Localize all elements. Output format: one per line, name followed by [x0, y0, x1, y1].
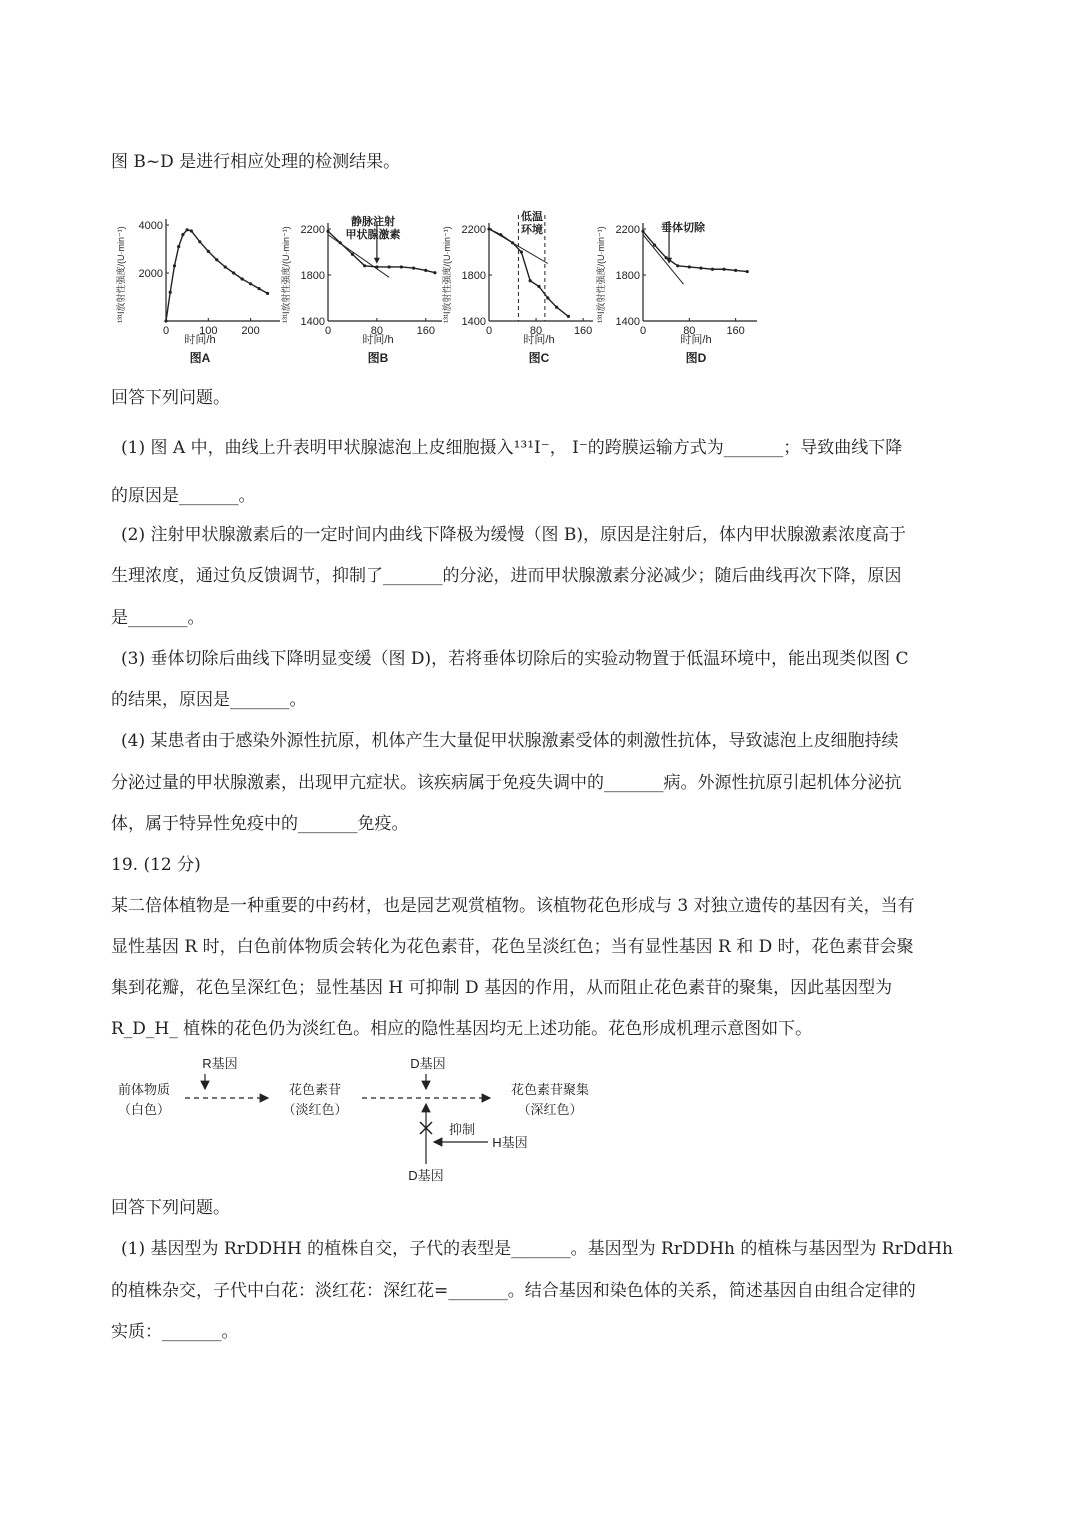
data-point — [424, 269, 427, 272]
q18-part2-line1: (2) 注射甲状腺激素后的一定时间内曲线下降极为缓慢（图 B)，原因是注射后，体内甲状腺激素浓度高于 — [121, 525, 907, 545]
chart-c-ylabel: ¹³¹I放射性强度/(U·min⁻¹) — [442, 226, 452, 323]
answer-prompt-2: 回答下列问题。 — [111, 1198, 230, 1218]
data-point — [711, 268, 714, 271]
data-point — [198, 240, 201, 243]
series-line — [489, 229, 568, 316]
chart-a-xlabel: 时间/h — [184, 334, 216, 346]
x-tick-label: 0 — [485, 325, 493, 337]
data-point — [224, 265, 227, 268]
q18-part4-line2: 分泌过量的甲状腺激素，出现甲亢症状。该疾病属于免疫失调中的_______病。外源性抗原引起机体分泌抗 — [111, 773, 902, 793]
x-tick-label: 0 — [639, 325, 647, 337]
diagram-accumulation: 花色素苷聚集 — [510, 1082, 590, 1097]
data-point — [232, 271, 235, 274]
y-tick-label: 2200 — [615, 224, 640, 236]
data-point — [190, 229, 193, 232]
x-tick-label: 80 — [683, 325, 696, 337]
data-point — [249, 282, 252, 285]
trend-line — [328, 235, 389, 278]
diagram-anthocyanin-color: （淡红色） — [282, 1102, 348, 1117]
q18-part4-line3: 体，属于特异性免疫中的_______免疫。 — [111, 814, 409, 834]
chart-c-xlabel: 时间/h — [523, 334, 555, 346]
data-point — [400, 265, 403, 268]
data-point — [676, 264, 679, 267]
data-point — [722, 268, 725, 271]
q19-stem-line3: 集到花瓣，花色呈深红色；显性基因 H 可抑制 D 基因的作用，从而阻止花色素苷的聚集，因此基因型为 — [111, 978, 893, 998]
diagram-d-gene-bottom: D基因 — [408, 1168, 444, 1183]
chart-c-svg — [444, 205, 599, 370]
x-tick-label: 160 — [726, 325, 745, 337]
y-tick-label: 1400 — [615, 316, 640, 328]
data-point — [433, 271, 436, 274]
data-point — [734, 269, 737, 272]
chart-b-annotation-2: 甲状腺激素 — [345, 229, 401, 241]
chart-d-title: 图D — [685, 351, 707, 365]
chart-c — [444, 205, 599, 370]
chart-c-title: 图C — [528, 351, 550, 365]
chart-b-ylabel: ¹³¹I放射性强度/(U·min⁻¹) — [281, 226, 291, 323]
data-point — [326, 230, 329, 233]
series-line — [643, 231, 747, 271]
data-point — [699, 267, 702, 270]
trend-line — [643, 235, 684, 284]
series-line — [166, 230, 268, 321]
x-tick-label: 0 — [324, 325, 332, 337]
chart-d — [598, 205, 758, 370]
data-point — [653, 244, 656, 247]
chart-d-xlabel: 时间/h — [680, 334, 712, 346]
data-point — [546, 296, 549, 299]
y-tick-label: 4000 — [138, 220, 163, 232]
chart-b — [283, 205, 443, 370]
q19-stem-line2: 显性基因 R 时，白色前体物质会转化为花色素苷，花色呈淡红色；当有显性基因 R 和 D 时，花色素苷会聚 — [111, 937, 914, 957]
data-point — [529, 279, 532, 282]
annotation-arrowhead — [374, 258, 380, 264]
q18-part3-line1: (3) 垂体切除后曲线下降明显变缓（图 D)，若将垂体切除后的实验动物置于低温环境中，能出现类似图 C — [121, 649, 909, 669]
data-point — [567, 315, 570, 318]
data-point — [746, 270, 749, 273]
diagram-inhibit: 抑制 — [448, 1122, 476, 1137]
data-point — [241, 277, 244, 280]
x-tick-label: 100 — [199, 325, 218, 337]
diagram-precursor: 前体物质 — [117, 1082, 171, 1097]
q19-question-line2: 的植株杂交，子代中白花：淡红花：深红花=_______。结合基因和染色体的关系，简述基因自由组合定律的 — [111, 1281, 916, 1301]
flower-color-mechanism-diagram — [110, 1052, 610, 1187]
y-tick-label: 1800 — [461, 270, 486, 282]
diagram-accumulation-color: （深红色） — [517, 1102, 583, 1117]
chart-d-ylabel: ¹³¹I放射性强度/(U·min⁻¹) — [596, 226, 606, 323]
q18-part1-line2: 的原因是_______。 — [111, 486, 256, 506]
chart-a-svg — [118, 205, 283, 370]
data-point — [363, 264, 366, 267]
data-point — [537, 285, 540, 288]
y-tick-label: 1800 — [615, 270, 640, 282]
x-tick-label: 160 — [416, 325, 435, 337]
data-point — [215, 258, 218, 261]
diagram-h-gene: H基因 — [492, 1135, 528, 1150]
data-point — [688, 265, 691, 268]
data-point — [351, 253, 354, 256]
chart-b-svg — [283, 205, 443, 370]
q19-header: 19. (12 分) — [111, 855, 201, 875]
diagram-r-gene: R基因 — [202, 1056, 238, 1071]
x-tick-label: 80 — [529, 325, 543, 337]
x-tick-label: 0 — [162, 325, 170, 337]
x-tick-label: 200 — [241, 325, 260, 337]
diagram-anthocyanin: 花色素苷 — [288, 1082, 342, 1097]
x-tick-label: 160 — [573, 325, 593, 337]
intro-text: 图 B~D 是进行相应处理的检测结果。 — [111, 152, 401, 172]
answer-prompt-1: 回答下列问题。 — [111, 388, 230, 408]
y-tick-label: 2000 — [138, 268, 163, 280]
data-point — [641, 230, 644, 233]
data-point — [520, 250, 523, 253]
chart-a-ylabel: ¹³¹I放射性强度/(U·min⁻¹) — [116, 226, 126, 323]
chart-b-annotation-1: 静脉注射 — [351, 216, 395, 228]
y-tick-label: 1400 — [461, 316, 486, 328]
data-point — [181, 233, 184, 236]
data-point — [412, 267, 415, 270]
data-point — [266, 292, 269, 295]
y-tick-label: 1400 — [300, 316, 325, 328]
mechanism-svg — [110, 1052, 610, 1187]
q18-part2-line2: 生理浓度，通过负反馈调节，抑制了_______的分泌，进而甲状腺激素分泌减少；随后曲线再次下降，原因 — [111, 566, 902, 586]
q19-question-line1: (1) 基因型为 RrDDHH 的植株自交，子代的表型是_______。基因型为 RrDDHh 的植株与基因型为 RrDdHh — [121, 1239, 954, 1259]
data-point — [173, 264, 176, 267]
diagram-precursor-color: （白色） — [117, 1102, 171, 1117]
chart-c-annotation-1: 低温 — [521, 211, 543, 223]
data-point — [186, 228, 189, 231]
diagram-d-gene-top: D基因 — [410, 1056, 446, 1071]
chart-b-title: 图B — [367, 351, 389, 365]
chart-a — [118, 205, 283, 370]
chart-a-title: 图A — [189, 351, 211, 365]
data-point — [257, 287, 260, 290]
x-tick-label: 80 — [370, 325, 384, 337]
data-point — [207, 250, 210, 253]
data-point — [164, 319, 167, 322]
data-point — [169, 291, 172, 294]
q18-part3-line2: 的结果，原因是_______。 — [111, 690, 307, 710]
y-tick-label: 2200 — [300, 224, 325, 236]
q18-part1-line1: (1) 图 A 中，曲线上升表明甲状腺滤泡上皮细胞摄入¹³¹I⁻， I⁻的跨膜运输方式为_______；导致曲线下降 — [121, 438, 903, 458]
q19-stem-line4: R_D_H_ 植株的花色仍为淡红色。相应的隐性基因均无上述功能。花色形成机理示意图如下。 — [111, 1019, 813, 1039]
q18-part2-line3: 是_______。 — [111, 608, 205, 628]
chart-b-xlabel: 时间/h — [362, 334, 394, 346]
y-tick-label: 2200 — [461, 224, 486, 236]
q18-part4-line1: (4) 某患者由于感染外源性抗原，机体产生大量促甲状腺激素受体的刺激性抗体，导致滤泡上皮细胞持续 — [121, 731, 899, 751]
chart-d-svg — [598, 205, 758, 370]
data-point — [388, 265, 391, 268]
chart-c-annotation-2: 环境 — [521, 224, 543, 236]
q19-stem-line1: 某二倍体植物是一种重要的中药材，也是园艺观赏植物。该植物花色形成与 3 对独立遗传的基因有关，当有 — [111, 896, 915, 916]
data-point — [555, 306, 558, 309]
q19-question-line3: 实质：_______。 — [111, 1322, 239, 1342]
chart-d-annotation-1: 垂体切除 — [661, 222, 705, 234]
data-point — [177, 245, 180, 248]
y-tick-label: 1800 — [300, 270, 325, 282]
